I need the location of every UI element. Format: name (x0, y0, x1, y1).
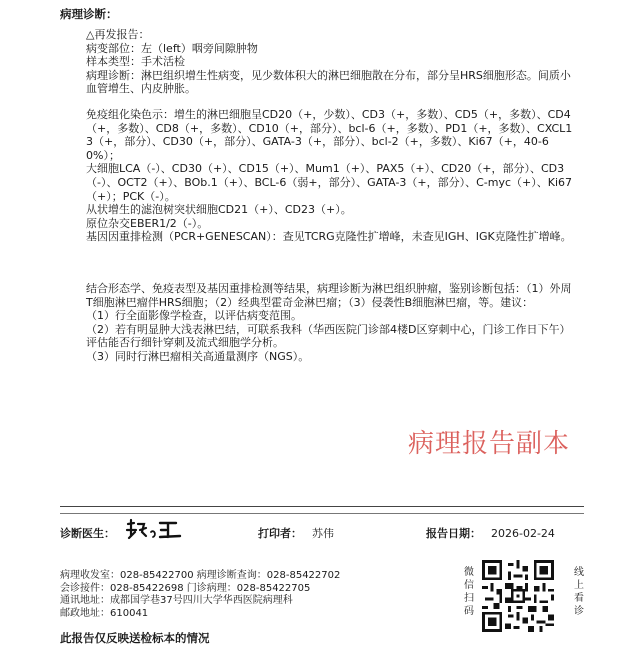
reissue-line: △再发报告： (86, 28, 150, 41)
wechat-scan-caption: 微信扫码 (464, 567, 474, 617)
eber-line: 原位杂交EBER1/2（-）。 (86, 216, 209, 230)
report-section-immuno (86, 108, 578, 244)
printer-field (258, 527, 334, 541)
report-heading: 病理诊断： (60, 7, 118, 21)
date-label: 报告日期： (426, 527, 481, 540)
qr-code-image[interactable] (482, 560, 554, 632)
suggestion-3: （3）同时行淋巴瘤相关高通量测序（NGS）。 (86, 349, 310, 363)
suggestion-1: （1）行全面影像学检查，以评估病变范围。 (86, 309, 302, 323)
online-consult-caption: 线上看诊 (574, 567, 584, 617)
divider-bottom (60, 513, 584, 514)
suggestion-2: （2）若有明显肿大浅表淋巴结，可联系我科（华西医院门诊部4楼D区穿刺中心，门诊工作日下午）评估能否行细针穿刺及流式细胞学分析。 (86, 322, 571, 350)
conclusion-line: 结合形态学、免疫表型及基因重排检测等结果，病理诊断为淋巴组织肿瘤，鉴别诊断包括：（1）外周T细胞淋巴瘤伴HRS细胞；（2）经典型霍奇金淋巴瘤；（3）侵袭性B细胞淋巴瘤，等。建议： (86, 282, 572, 309)
contact-line-1: 病理收发室：028-85422700 病理诊断查询：028-85422702 (60, 570, 341, 581)
doctor-signature-image (124, 518, 184, 542)
contact-line-4: 邮政地址：610041 (60, 607, 149, 619)
printer-label: 打印者： (258, 527, 302, 540)
report-section-conclusion (86, 282, 578, 364)
specimen-type-line: 样本类型：手术活检 (86, 55, 185, 69)
printer-name: 苏伟 (312, 527, 334, 540)
large-cell-line: 大细胞LCA（-）、CD30（+）、CD15（+）、Mum1（+）、PAX5（+）、CD20（+，部分）、CD3（-）、OCT2（+）、BOb.1（+）、BCL-6（弱+，部分）、GATA-3（+，部分）、C-myc（+）、Ki67（+）；PCK（-）。 (86, 162, 573, 203)
contact-line-3: 通讯地址：成都国学巷37号四川大学华西医院病理科 (60, 595, 293, 607)
doctor-label: 诊断医生： (60, 527, 115, 540)
divider-top (60, 506, 584, 507)
lesion-site-line: 病变部位：左（left）咽旁间隙肿物 (86, 41, 258, 55)
gene-rearrangement-line: 基因因重排检测（PCR+GENESCAN）：查见TCRG克隆性扩增峰，未查见IGH、IGK克隆性扩增峰。 (86, 230, 572, 244)
contact-info (60, 570, 340, 620)
contact-line-2: 会诊接件：028-85422698 门诊病理：028-85422705 (60, 582, 311, 594)
copy-stamp: 病理报告副本 (408, 429, 571, 459)
diagnosis-line: 病理诊断：淋巴组织增生性病变，见少数体积大的淋巴细胞散在分布，部分呈HRS细胞形态。间质小血管增生、内皮肿胀。 (86, 68, 571, 96)
report-date-field (426, 527, 555, 541)
fdc-line: 从状增生的滤泡树突状细胞CD21（+）、CD23（+）。 (86, 203, 352, 217)
footer-disclaimer: 此报告仅反映送检标本的情况 (60, 631, 210, 645)
date-value: 2026-02-24 (491, 527, 555, 540)
report-section-basic (86, 28, 578, 96)
ihc-line: 免疫组化染色示：增生的淋巴细胞呈CD20（+，少数）、CD3（+，多数）、CD5（+，多数）、CD4（+，多数）、CD8（+，多数）、CD10（+，部分）、bcl-6（+，多数）、PD1（+，多数）、CXCL13（+，部分）、CD30（+，部分）、GATA-3（+，部分）、bcl-2（+，多数）、Ki67（+，40-60%）； (86, 108, 573, 162)
